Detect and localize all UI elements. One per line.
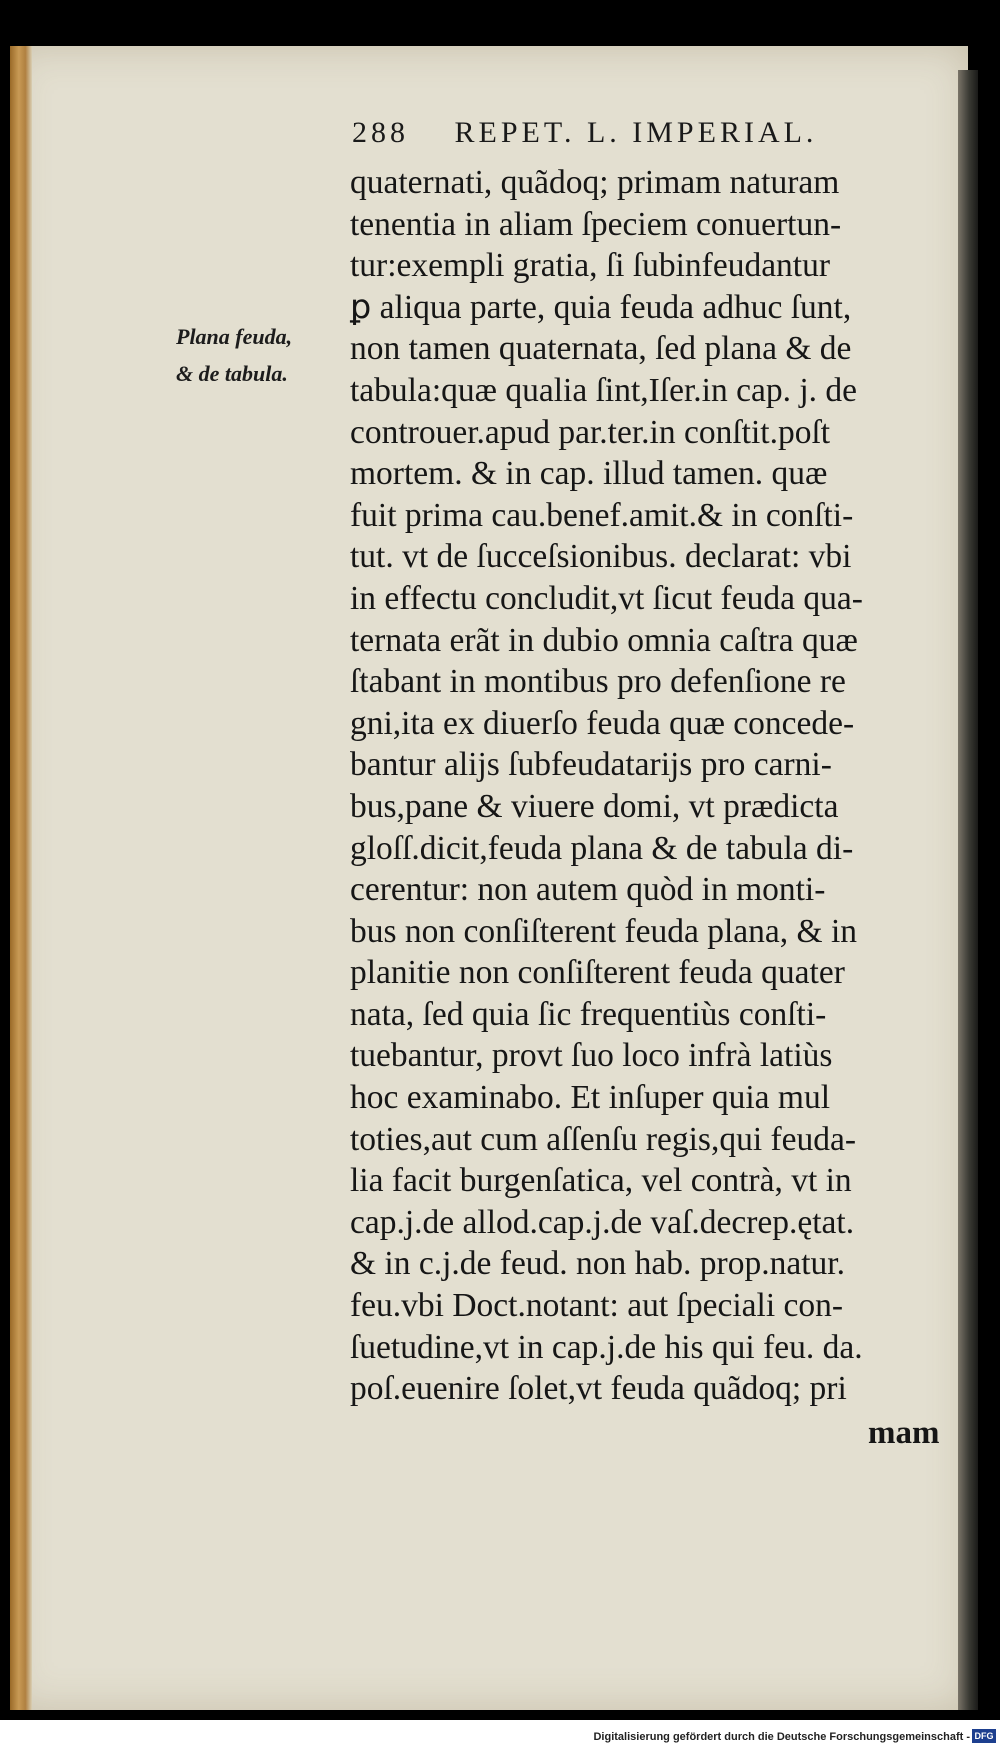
text-line: tenentia in aliam ſpeciem conuertun-	[350, 205, 842, 243]
text-line: feu.vbi Doct.notant: aut ſpeciali con-	[350, 1287, 844, 1325]
text-line: cerentur: non autem quòd in monti-	[350, 871, 826, 909]
margin-note-line: Plana feuda,	[176, 324, 293, 349]
text-line: planitie non conſiſterent feuda quater	[350, 954, 845, 992]
body-text	[350, 162, 972, 1410]
text-line: quaternati, quãdoq; primam naturam	[350, 164, 840, 201]
text-line: mortem. & in cap. illud tamen. quæ	[350, 455, 828, 493]
text-line: ternata erãt in dubio omnia caſtra quæ	[350, 621, 858, 659]
text-line: poſ.euenire ſolet,vt feuda quãdoq; pri	[350, 1370, 847, 1408]
text-line: gloſſ.dicit,feuda plana & de tabula di-	[350, 829, 854, 867]
text-line: ſuetudine,vt in cap.j.de his qui feu. da.	[350, 1328, 863, 1366]
digitization-footer	[0, 1720, 1000, 1754]
margin-note	[176, 318, 336, 392]
text-line: cap.j.de allod.cap.j.de vaſ.decrep.ętat.	[350, 1203, 855, 1241]
catchword: mam	[868, 1415, 940, 1451]
page-number: 288	[352, 116, 409, 149]
text-line: controuer.apud par.ter.in conſtit.poſt	[350, 413, 831, 451]
text-line: bus non conſiſterent feuda plana, & in	[350, 912, 858, 950]
text-line: tur:exempli gratia, ſi ſubinfeudantur	[350, 247, 831, 285]
text-line: toties,aut cum aſſenſu regis,qui feuda-	[350, 1120, 857, 1158]
text-line: hoc examinabo. Et inſuper quia mul	[350, 1079, 831, 1117]
text-line: tuebantur, provt ſuo loco infrà latiùs	[350, 1037, 833, 1075]
text-line: ſtabant in montibus pro defenſione re	[350, 663, 846, 701]
text-line: tabula:quæ qualia ſint,Iſer.in cap. j. de	[350, 371, 858, 409]
text-line: lia facit burgenſatica, vel contrà, vt in	[350, 1162, 852, 1200]
text-line: & in c.j.de feud. non hab. prop.natur.	[350, 1245, 845, 1283]
page-gutter-edge	[10, 46, 32, 1710]
text-line: bus,pane & viuere domi, vt prædicta	[350, 787, 839, 825]
text-line: nata, ſed quia ſic frequentiùs conſti-	[350, 995, 827, 1033]
running-header	[352, 116, 952, 150]
text-line: ꝑ aliqua parte, quia feuda adhuc ſunt,	[350, 288, 852, 326]
text-line: tut. vt de ſucceſsionibus. declarat: vbi	[350, 538, 852, 576]
running-title: REPET. L. IMPERIAL.	[454, 116, 818, 149]
dfg-logo: DFG	[972, 1729, 996, 1743]
text-line: non tamen quaternata, ſed plana & de	[350, 330, 852, 368]
text-line: in effectu concludit,vt ſicut feuda qua-	[350, 579, 863, 617]
text-line: bantur alijs ſubfeudatarijs pro carni-	[350, 746, 832, 784]
text-line: gni,ita ex diuerſo feuda quæ concede-	[350, 704, 855, 742]
margin-note-line: & de tabula.	[176, 361, 288, 386]
funding-credit: Digitalisierung gefördert durch die Deutsche Forschungsgemeinschaft -	[593, 1731, 970, 1743]
text-line: fuit prima cau.benef.amit.& in conſti-	[350, 496, 854, 534]
